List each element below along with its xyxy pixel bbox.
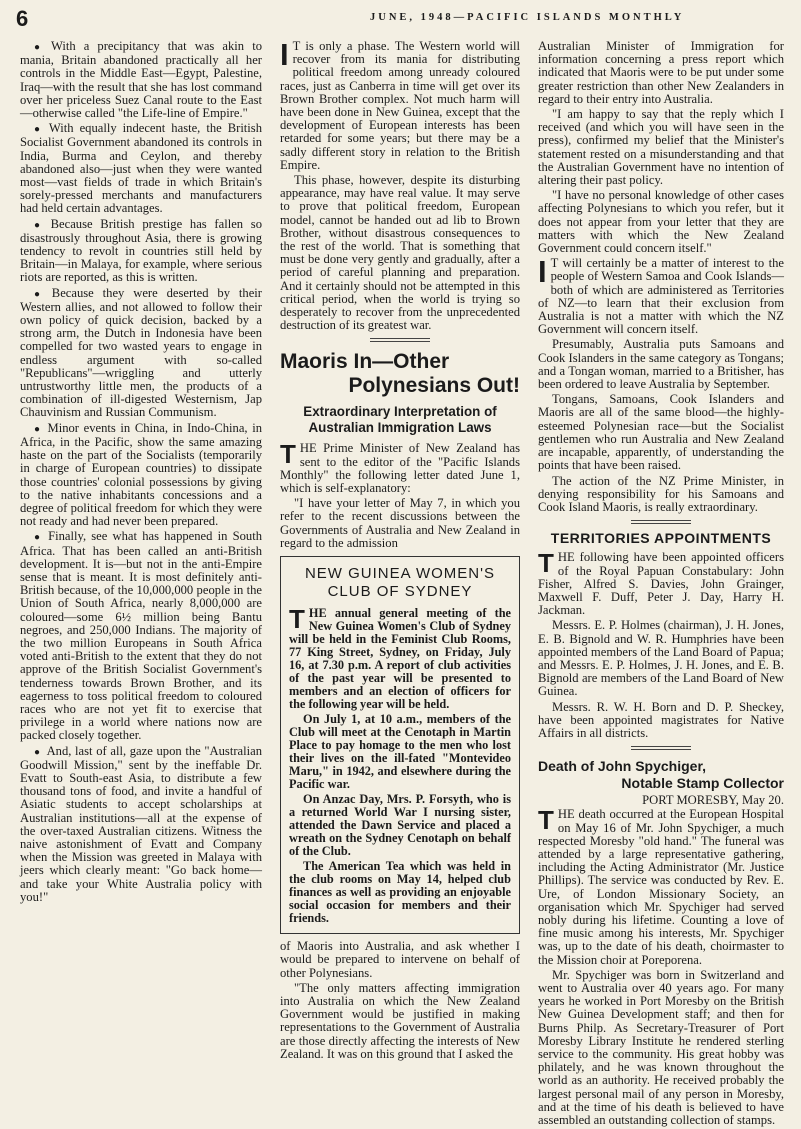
paragraph: ● Finally, see what has happened in South Africa. That has been called an anti-British development. It is—but not in the anti-Empire sense that is meant. It is most definitely anti-British because, of the 10,000,000 people in the Union of South Africa, nearly 8,000,000 are coloured—some 6½ million being Bantu negroes, and 250,000 Indians. The majority of the two million Europeans in South Africa voted anti-British to the extent that they do not approve of the British Socialist Government's tenderness towards Brown Brother, and its eagerness to toss political freedom to coloured races who are not yet fit to exercise that privilege in a world where nations now are packed closely together.: [20, 530, 262, 742]
paragraph-text: HE following have been appointed officers of the Royal Papuan Constabulary: John Fisher, Alfred S. Davies, John Grainger, Maxwell F. Duff, Peter J. Day, Harry H. Jackman.: [538, 550, 784, 618]
section-heading: TERRITORIES APPOINTMENTS: [550, 530, 772, 547]
article-subheading: Extraordinary Interpretation of Australian Immigration Laws: [303, 404, 497, 436]
paragraph: Mr. Spychiger was born in Switzerland and went to Australia over 40 years ago. For many years he worked in Port Moresby on the British New Guinea Development staff; and then for Burns Philp. As Secretary-Treasurer of Port Moresby Library Institute he rendered sterling service to the community. His great hobby was philately, and he was known throughout the world as an authority. He received probably the largest personal mail of any person in Moresby, and at the time of his death is believed to have assembled an outstanding collection of stamps.: [538, 967, 784, 1128]
club-notice-box: [280, 556, 520, 934]
page-number: 6: [16, 6, 29, 31]
paragraph: ● With a precipitancy that was akin to mania, Britain abandoned practically all her controls in the Middle East—Egypt, Palestine, Iraq—with the result that she has lost command over her priceless Suez Canal route to the East—otherwise called "the Life-line of Empire.": [20, 40, 262, 120]
paragraph: On July 1, at 10 a.m., members of the Club will meet at the Cenotaph in Martin Place to pay homage to the men who lost their lives on the ill-fated "Montevideo Maru," in 1942, and elsewhere during the Pacific war.: [289, 712, 511, 792]
headline-line: Polynesians Out!: [348, 374, 520, 398]
drop-cap: I: [538, 254, 547, 290]
paragraph: [289, 604, 511, 712]
paragraph: [280, 439, 520, 496]
paragraph: Messrs. R. W. H. Born and D. P. Sheckey, have been appointed magistrates for Native Affairs in all districts.: [538, 699, 784, 740]
column-3: [538, 40, 784, 1129]
headline-line: Maoris In—Other: [280, 350, 450, 374]
article-headline: [538, 758, 784, 792]
article-headline: [280, 350, 520, 398]
paragraph-text: HE Prime Minister of New Zealand has sent to the editor of the "Pacific Islands Monthly" the following letter dated June 1, which is self-explanatory:: [280, 441, 520, 496]
paragraph: Australian Minister of Immigration for information concerning a press report which indicated that Maoris were to be put under some greater restriction than other New Zealanders in regard to their entry into Australia.: [538, 39, 784, 106]
section-divider: [631, 746, 691, 750]
paragraph-text: HE annual general meeting of the New Guinea Women's Club of Sydney will be held in the Feminist Club Rooms, 77 King Street, Sydney, on Friday, July 16, at 7.30 p.m. A report of club activities of the past year will be presented to members and an election of officers for the following year will be held.: [289, 606, 511, 712]
running-head: JUNE, 1948—PACIFIC ISLANDS MONTHLY: [370, 12, 685, 23]
paragraph: "I have no personal knowledge of other cases affecting Polynesians to which you refer, but it does not appear from your letter that they are matters with which the New Zealand Government could concern itself.": [538, 188, 784, 256]
paragraph: ● Minor events in China, in Indo-China, in Africa, in the Pacific, show the same amazing haste on the part of the Socialists (temporarily in charge of European countries) to dissipate those countries' colonial possessions by giving to the native inhabitants concessions and a degree of political freedom for which they were not ready and had never been prepared.: [20, 422, 262, 529]
headline-line: Notable Stamp Collector: [621, 775, 784, 792]
paragraph: Presumably, Australia puts Samoans and Cook Islanders in the same category as Tongans; and a Tongan woman, married to a Britisher, has been ordered to leave Australia by September.: [538, 337, 784, 392]
paragraph: The action of the NZ Prime Minister, in denying responsibility for his Samoans and Cook Island Maoris, is really extraordinary.: [538, 473, 784, 514]
column-2: [280, 37, 520, 1063]
dateline: PORT MORESBY, May 20.: [642, 793, 784, 808]
paragraph-text: T will certainly be a matter of interest to the people of Western Samoa and Cook Islands—both of which are administered as Territories of NZ—to learn that their exclusion from Australia is not a matter with which the NZ Government will concern itself.: [538, 256, 784, 337]
paragraph: ● And, last of all, gaze upon the "Australian Goodwill Mission," sent by the ineffable Dr. Evatt to South-east Asia, to distribute a few thousand tons of food, and invite a handful of Asiatic students to accept scholarships at Australian institutions—all at the expense of the over-taxed Australian citizens. Witness the naive astonishment of Evatt and Company when the Mission was greeted in Malaya with jeers which clearly meant: "Go back home—and take your White Australia policy with you!": [20, 745, 262, 904]
paragraph: "I am happy to say that the reply which I received (and which you will have seen in the press), confirmed my belief that the Minister's statement rested on a misunderstanding and that the Australian Government have no intention of altering their past policy.: [538, 107, 784, 188]
drop-cap: T: [280, 439, 296, 470]
article-intro: [280, 37, 520, 172]
paragraph: ● Because they were deserted by their Western allies, and not allowed to follow their own policy of quick decision, backed by a strong arm, the Dutch in Indonesia have been compelled for two wasted years to engage in endless argument with so-called "Republicans"—wriggling and utterly untrustworthy little men, the products of a combination of ill-digested Westernism, Jap Chauvinism and Russian Communism.: [20, 287, 262, 420]
paragraph: The American Tea which was held in the club rooms on May 14, helped club finances as well as providing an enjoyable social occasion for members and their friends.: [289, 859, 511, 926]
paragraph: [538, 254, 784, 337]
paragraph: Messrs. E. P. Holmes (chairman), J. H. Jones, E. B. Bignold and W. R. Humphries have been appointed members of the Land Board of Papua; and Messrs. E. P. Holmes, J. H. Jones, and E. B. Bignold are members of the Land Board of New Guinea.: [538, 618, 784, 699]
paragraph: [538, 805, 784, 967]
drop-cap: I: [280, 37, 289, 72]
section-divider: [370, 338, 430, 342]
box-title: NEW GUINEA WOMEN'S CLUB OF SYDNEY: [304, 565, 496, 601]
drop-cap: T: [289, 604, 305, 635]
paragraph: "The only matters affecting immigration into Australia on which the New Zealand Government would be justified in making representations to the Government of Australia are those directly affecting the interests of New Zealand. It was on this ground that I asked the: [280, 980, 520, 1061]
paragraph-text: T is only a phase. The Western world will recover from its mania for distributing political freedom among unready coloured races, just as Canberra in time will get over its Brown Brother complex. Not much harm will have been done in New Guinea, except that the development of European interests has been retarded for some years; but there may be a sadly different story in relation to the British Empire.: [280, 39, 520, 172]
column-1: [20, 40, 262, 906]
paragraph: "I have your letter of May 7, in which you refer to the recent discussions between the Governments of Australia and New Zealand in regard to the admission: [280, 496, 520, 550]
headline-line: Death of John Spychiger,: [538, 758, 707, 775]
paragraph: ● Because British prestige has fallen so disastrously throughout Asia, there is growing tendency to revolt in countries still held by Britain—in Malaya, for example, where serious riots are reported, as this is written.: [20, 218, 262, 285]
paragraph: Tongans, Samoans, Cook Islanders and Maoris are all of the same blood—the highly-esteemed Polynesian race—but the Socialist gentlemen who run Australia and New Zealand are incapable, apparently, of understanding the points that have been raised.: [538, 392, 784, 473]
paragraph-text: HE death occurred at the European Hospital on May 16 of Mr. John Spychiger, a much respected Moresby "old hand." The funeral was attended by a large representative gathering, including the Acting Administrator (Mr. Justice Phillips). The service was conducted by Rev. E. Ure, of London Missionary Society, an organisation which Mr. Spychiger had served nobly during his lifetime. Counting a love of fine music among his interests, Mr. Spychiger was, up to the date of his death, choirmaster to the Mission choir at Poreporena.: [538, 807, 784, 967]
paragraph: On Anzac Day, Mrs. P. Forsyth, who is a returned World War I nursing sister, attended the Dawn Service and placed a wreath on the Sydney Cenotaph on behalf of the Club.: [289, 792, 511, 859]
drop-cap: T: [538, 548, 554, 579]
paragraph: ● With equally indecent haste, the British Socialist Government abandoned its controls in India, Burma and Ceylon, and thereby abandoned also—just when they were wanted most—vast fields of trade in which Britain's sorely-pressed merchants and manufacturers had held certain advantages.: [20, 122, 262, 215]
paragraph: of Maoris into Australia, and ask whether I would be prepared to intervene on behalf of other Polynesians.: [280, 939, 520, 980]
section-divider: [631, 520, 691, 524]
paragraph: [538, 548, 784, 618]
paragraph: This phase, however, despite its disturbing appearance, may have real value. It may serve to prove that political freedom, European model, cannot be handed out ad lib to Brown Brother, without disastrous consequences to the rest of the world. That is something that must be done very gently and gradually, after a period of careful planning and preparation. And it certainly should not be attempted in this critical period, when the world is trying so desperately to recover from the unprecedented destruction of its greatest war.: [280, 173, 520, 333]
drop-cap: T: [538, 805, 554, 836]
